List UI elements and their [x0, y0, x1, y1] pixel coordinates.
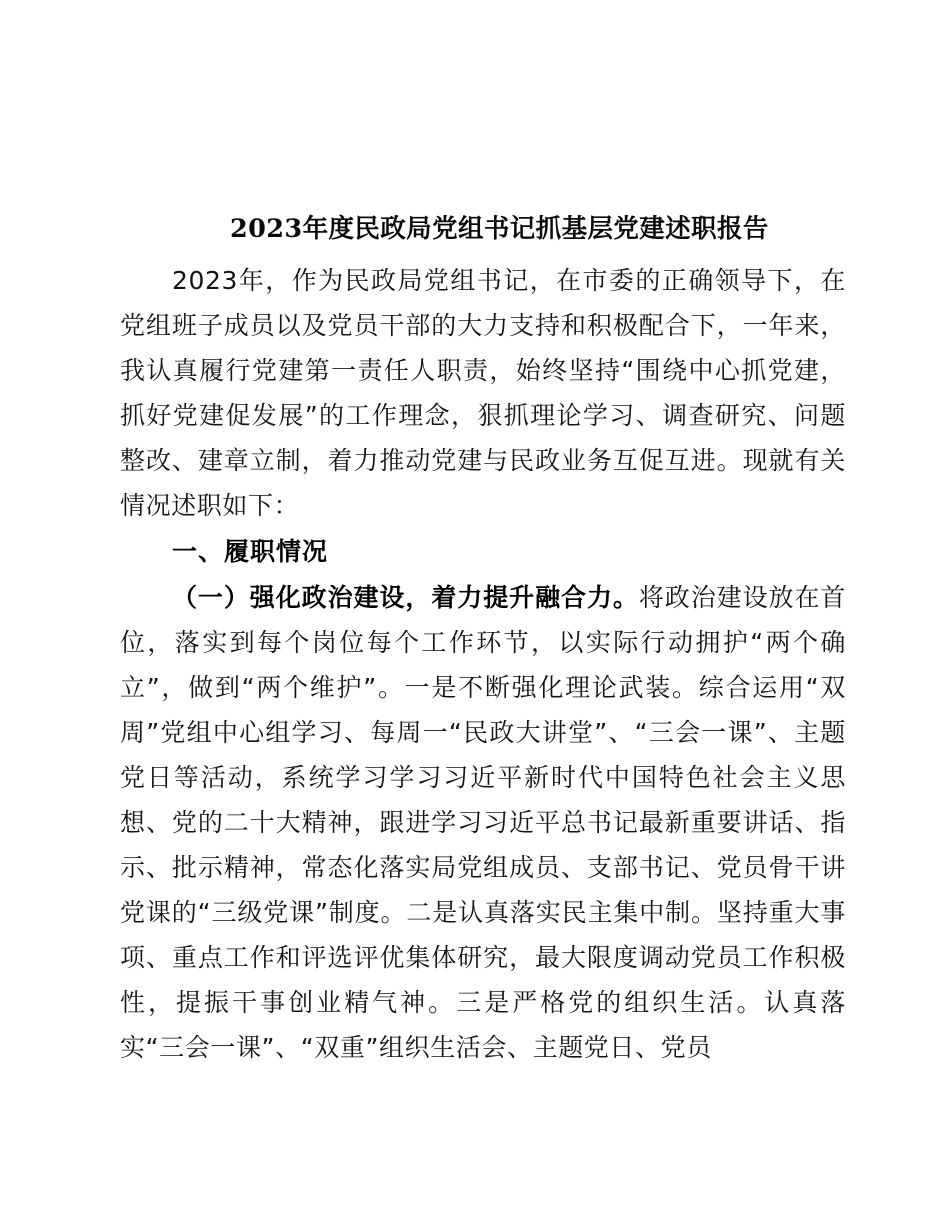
- subsection-one-paragraph: [120, 575, 846, 1070]
- subsection-one-body: 将政治建设放在首位，落实到每个岗位每个工作环节，以实际行动拥护“两个确立”，做到“两个维护”。一是不断强化理论武装。综合运用“双周”党组中心组学习、每周一“民政大讲堂”、“三会一课”、主题党日等活动，系统学习学习习近平新时代中国特色社会主义思想、党的二十大精神，跟进学习习近平总书记最新重要讲话、指示、批示精神，常态化落实局党组成员、支部书记、党员骨干讲党课的“三级党课”制度。二是认真落实民主集中制。坚持重大事项、重点工作和评选评优集体研究，最大限度调动党员工作积极性，提振干事创业精气神。三是严格党的组织生活。认真落实“三会一课”、“双重”组织生活会、主题党日、党员: [120, 583, 846, 1062]
- page-title: [120, 208, 846, 250]
- section-heading-one: 一、履职情况: [172, 538, 329, 566]
- page-title-text: 2023年度民政局党组书记抓基层党建述职报告: [230, 214, 769, 244]
- document-content: [120, 208, 846, 1070]
- intro-paragraph: 2023年，作为民政局党组书记，在市委的正确领导下，在党组班子成员以及党员干部的大力支持和积极配合下，一年来，我认真履行党建第一责任人职责，始终坚持“围绕中心抓党建，抓好党建促发展”的工作理念，狠抓理论学习、调查研究、问题整改、建章立制，着力推动党建与民政业务互促互进。现就有关情况述职如下：: [120, 266, 846, 520]
- subsection-one-lead: （一）强化政治建设，着力提升融合力。: [172, 583, 639, 612]
